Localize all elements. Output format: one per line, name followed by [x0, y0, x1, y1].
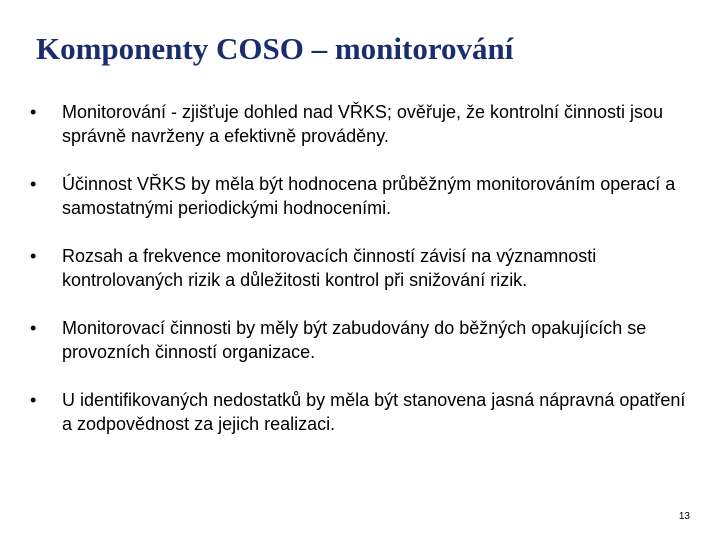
bullet-text: Monitorovací činnosti by měly být zabudovány do běžných opakujících se provozních činností organizace. — [62, 318, 647, 362]
bullet-text: U identifikovaných nedostatků by měla být stanovena jasná nápravná opatření a zodpovědnost za jejich realizaci. — [62, 390, 686, 434]
bullet-text: Monitorování - zjišťuje dohled nad VŘKS; ověřuje, že kontrolní činnosti jsou správně navrženy a efektivně prováděny. — [62, 102, 664, 146]
bullet-dot-icon: • — [30, 390, 37, 410]
bullet-text: Rozsah a frekvence monitorovacích činností závisí na významnosti kontrolovaných rizik a důležitosti kontrol při snižování rizik. — [62, 246, 597, 290]
bullet-text: Účinnost VŘKS by měla být hodnocena průběžným monitorováním operací a samostatnými periodickými hodnoceními. — [62, 174, 676, 218]
bullet-dot-icon: • — [30, 246, 37, 266]
bullet-list — [30, 100, 700, 460]
list-item — [30, 244, 700, 292]
slide-title: Komponenty COSO – monitorování — [36, 31, 514, 66]
list-item — [30, 100, 700, 148]
bullet-dot-icon: • — [30, 102, 37, 122]
list-item — [30, 172, 700, 220]
bullet-dot-icon: • — [30, 318, 37, 338]
page-number: 13 — [678, 511, 690, 522]
list-item — [30, 388, 700, 436]
bullet-dot-icon: • — [30, 174, 37, 194]
list-item — [30, 316, 700, 364]
